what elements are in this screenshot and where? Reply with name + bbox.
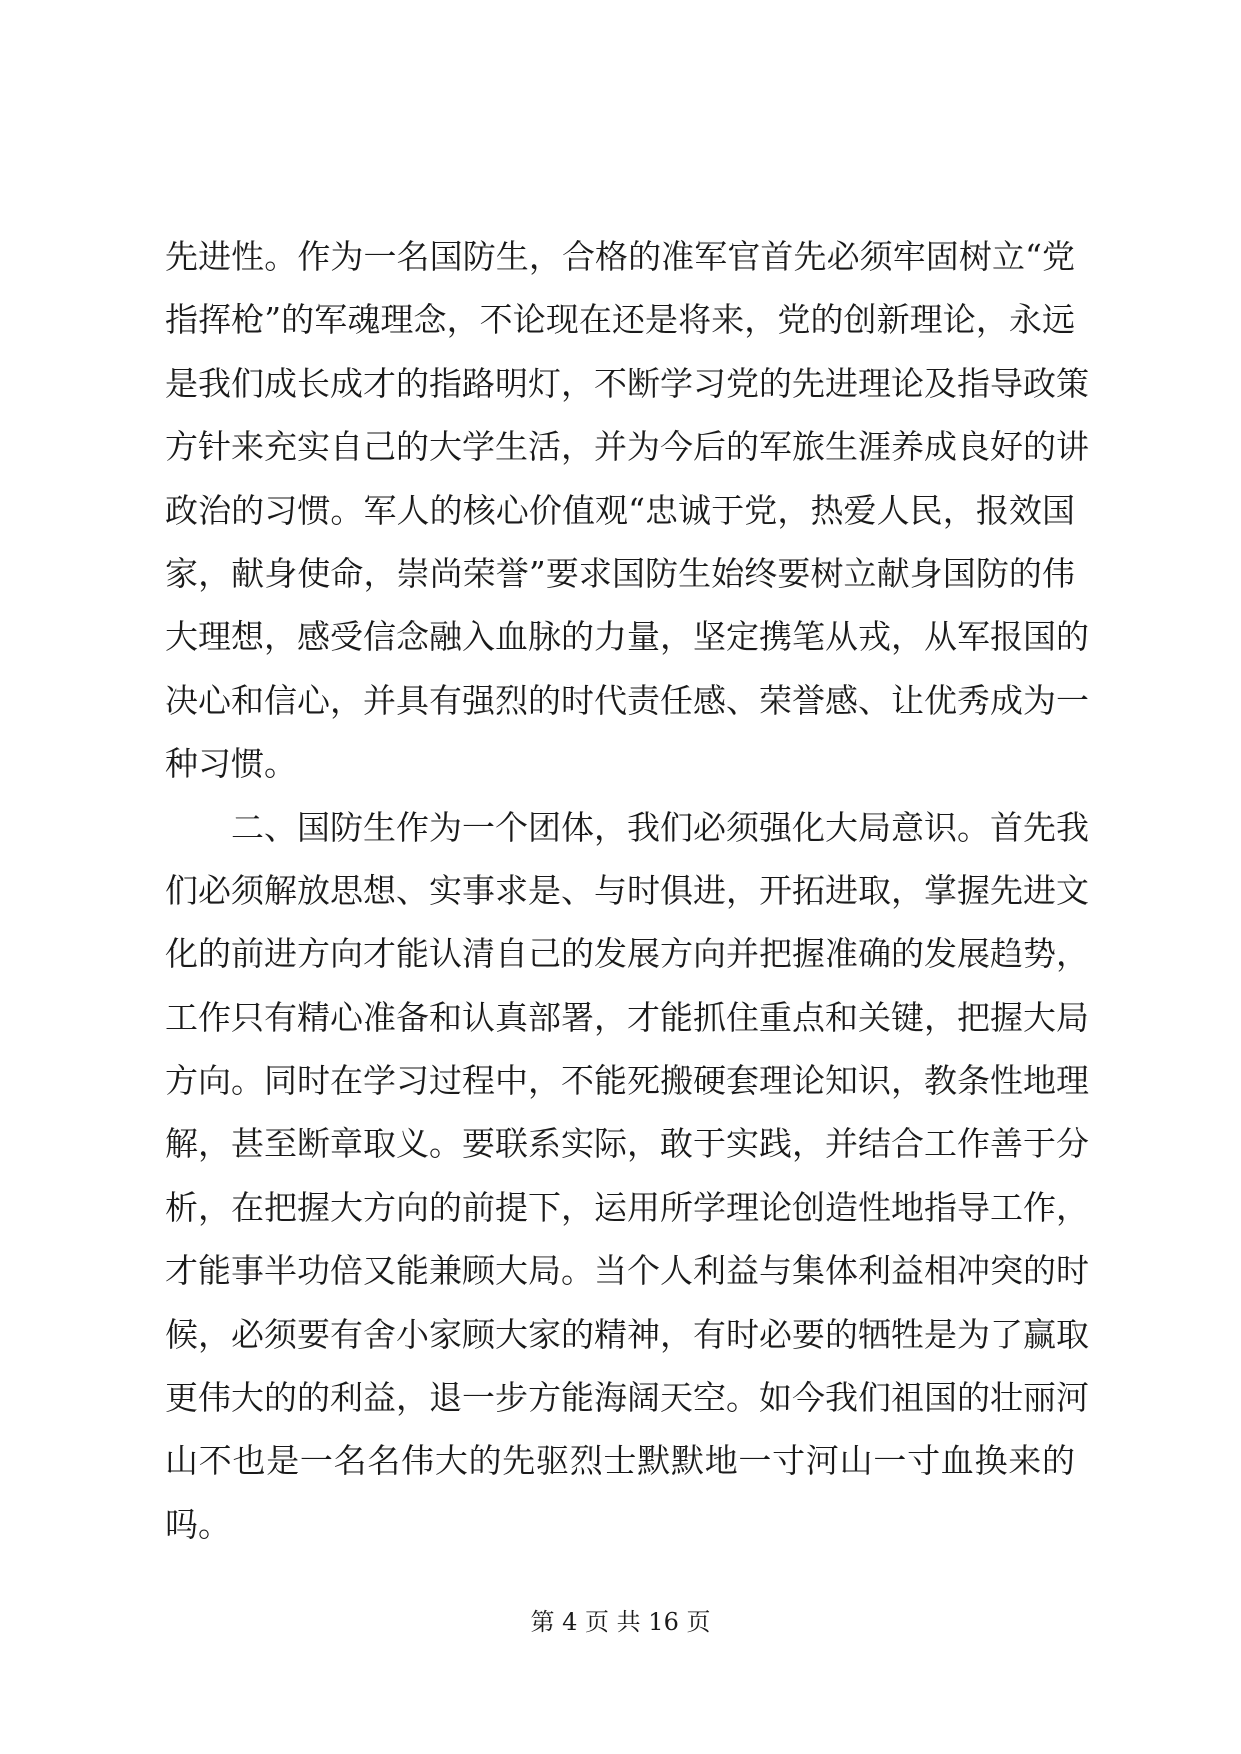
text-line: 先进性。作为一名国防生，合格的准军官首先必须牢固树立“党 — [165, 237, 1075, 276]
text-line: 析，在把握大方向的前提下，运用所学理论创造性地指导工作， — [165, 1187, 1089, 1227]
paragraph-2 — [165, 796, 1089, 1557]
paragraph-1 — [165, 225, 1089, 796]
page-number-footer: 第 4 页 共 16 页 — [530, 1608, 711, 1636]
body-text — [165, 225, 1089, 1556]
text-line: 方向。同时在学习过程中，不能死搬硬套理论知识，教条性地理 — [165, 1061, 1089, 1101]
text-line: 种习惯。 — [165, 744, 297, 784]
text-line: 方针来充实自己的大学生活，并为今后的军旅生涯养成良好的讲 — [165, 427, 1089, 467]
text-line: 们必须解放思想、实事求是、与时俱进，开拓进取，掌握先进文 — [165, 870, 1089, 910]
text-line: 指挥枪”的军魂理念，不论现在还是将来，党的创新理论，永远 — [165, 300, 1075, 340]
text-line: 解，甚至断章取义。要联系实际，敢于实践，并结合工作善于分 — [165, 1124, 1089, 1164]
text-line: 大理想，感受信念融入血脉的力量，坚定携笔从戎，从军报国的 — [165, 617, 1089, 657]
text-line: 工作只有精心准备和认真部署，才能抓住重点和关键，把握大局 — [165, 997, 1089, 1037]
text-line: 家，献身使命，崇尚荣誉”要求国防生始终要树立献身国防的伟 — [165, 553, 1075, 593]
text-line: 政治的习惯。军人的核心价值观“忠诚于党，热爱人民，报效国 — [165, 490, 1075, 530]
text-line: 候，必须要有舍小家顾大家的精神，有时必要的牺牲是为了赢取 — [165, 1314, 1089, 1354]
text-line: 决心和信心，并具有强烈的时代责任感、荣誉感、让优秀成为一 — [165, 680, 1089, 720]
text-line: 吗。 — [165, 1504, 231, 1544]
text-line: 化的前进方向才能认清自己的发展方向并把握准确的发展趋势， — [165, 934, 1089, 974]
text-line: 山不也是一名名伟大的先驱烈士默默地一寸河山一寸血换来的 — [165, 1441, 1075, 1481]
text-line: 更伟大的的利益，退一步方能海阔天空。如今我们祖国的壮丽河 — [165, 1378, 1089, 1418]
text-line: 才能事半功倍又能兼顾大局。当个人利益与集体利益相冲突的时 — [165, 1251, 1089, 1291]
text-line: 二、国防生作为一个团体，我们必须强化大局意识。首先我 — [231, 807, 1089, 847]
text-line: 是我们成长成才的指路明灯，不断学习党的先进理论及指导政策 — [165, 363, 1089, 403]
